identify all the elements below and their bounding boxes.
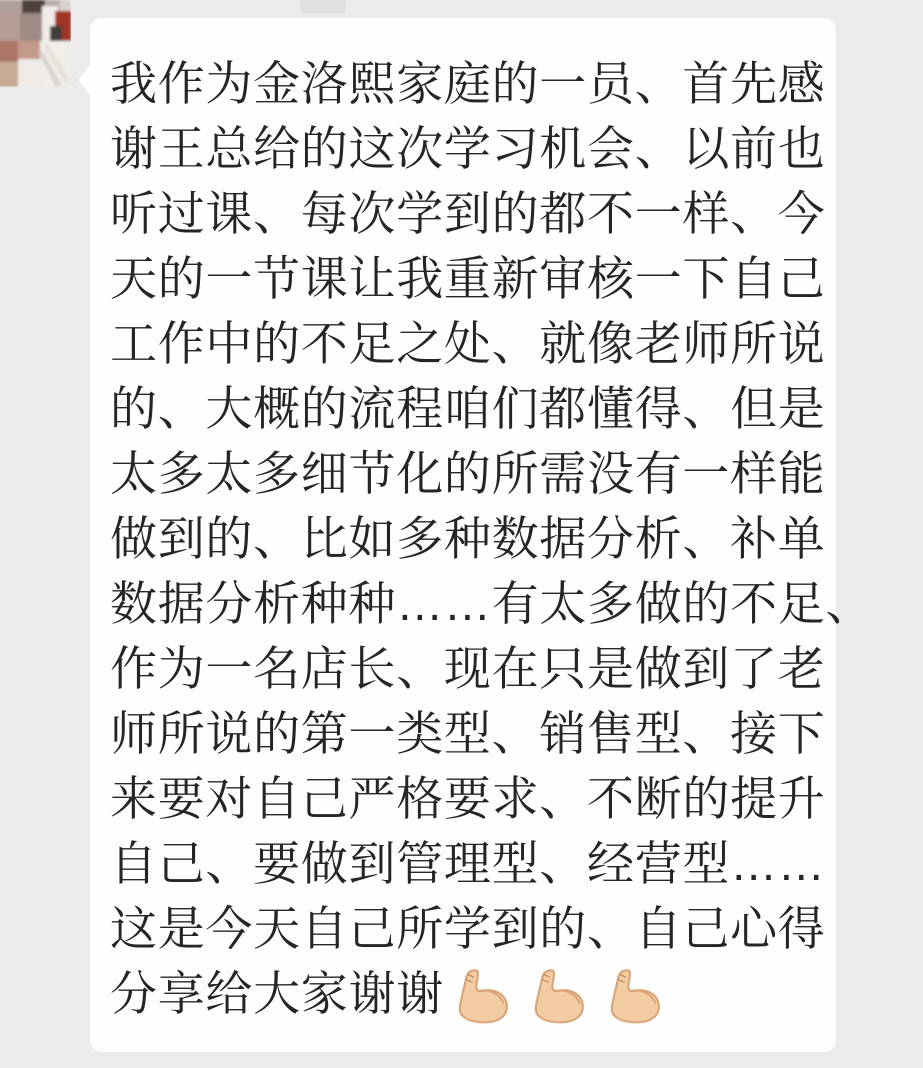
- cropped-top-element: [300, 0, 346, 13]
- message-line: 听过课、每次学到的都不一样、今: [110, 187, 826, 240]
- message-line: 这是今天自己所学到的、自己心得: [110, 902, 826, 955]
- flexed-biceps-emoji: [602, 967, 664, 1029]
- message-line: 数据分析种种……有太多做的不足、: [110, 577, 874, 630]
- flexed-biceps-emoji: [450, 967, 512, 1029]
- message-line: 来要对自己严格要求、不断的提升: [110, 772, 826, 825]
- bubble-tail-icon: [78, 64, 91, 96]
- message-line: 的、大概的流程咱们都懂得、但是: [110, 382, 826, 435]
- message-line: 我作为金洛熙家庭的一员、首先感: [110, 57, 826, 110]
- message-line: 自己、要做到管理型、经营型……: [110, 837, 826, 890]
- user-avatar[interactable]: [0, 0, 71, 87]
- message-line: [110, 961, 826, 1026]
- message-line: 天的一节课让我重新审核一下自己: [110, 252, 826, 305]
- message-line: 做到的、比如多种数据分析、补单: [110, 512, 826, 565]
- message-line: 太多太多细节化的所需没有一样能: [110, 447, 826, 500]
- message-text: [110, 51, 874, 1026]
- flexed-biceps-emoji: [526, 967, 588, 1029]
- message-line: 作为一名店长、现在只是做到了老: [110, 642, 826, 695]
- message-line-text: 分享给大家谢谢: [110, 967, 444, 1020]
- message-line: 师所说的第一类型、销售型、接下: [110, 707, 826, 760]
- message-line: 工作中的不足之处、就像老师所说: [110, 317, 826, 370]
- message-line: 谢王总给的这次学习机会、以前也: [110, 122, 826, 175]
- avatar-photo-icon: [0, 0, 71, 87]
- message-bubble[interactable]: [90, 18, 874, 1052]
